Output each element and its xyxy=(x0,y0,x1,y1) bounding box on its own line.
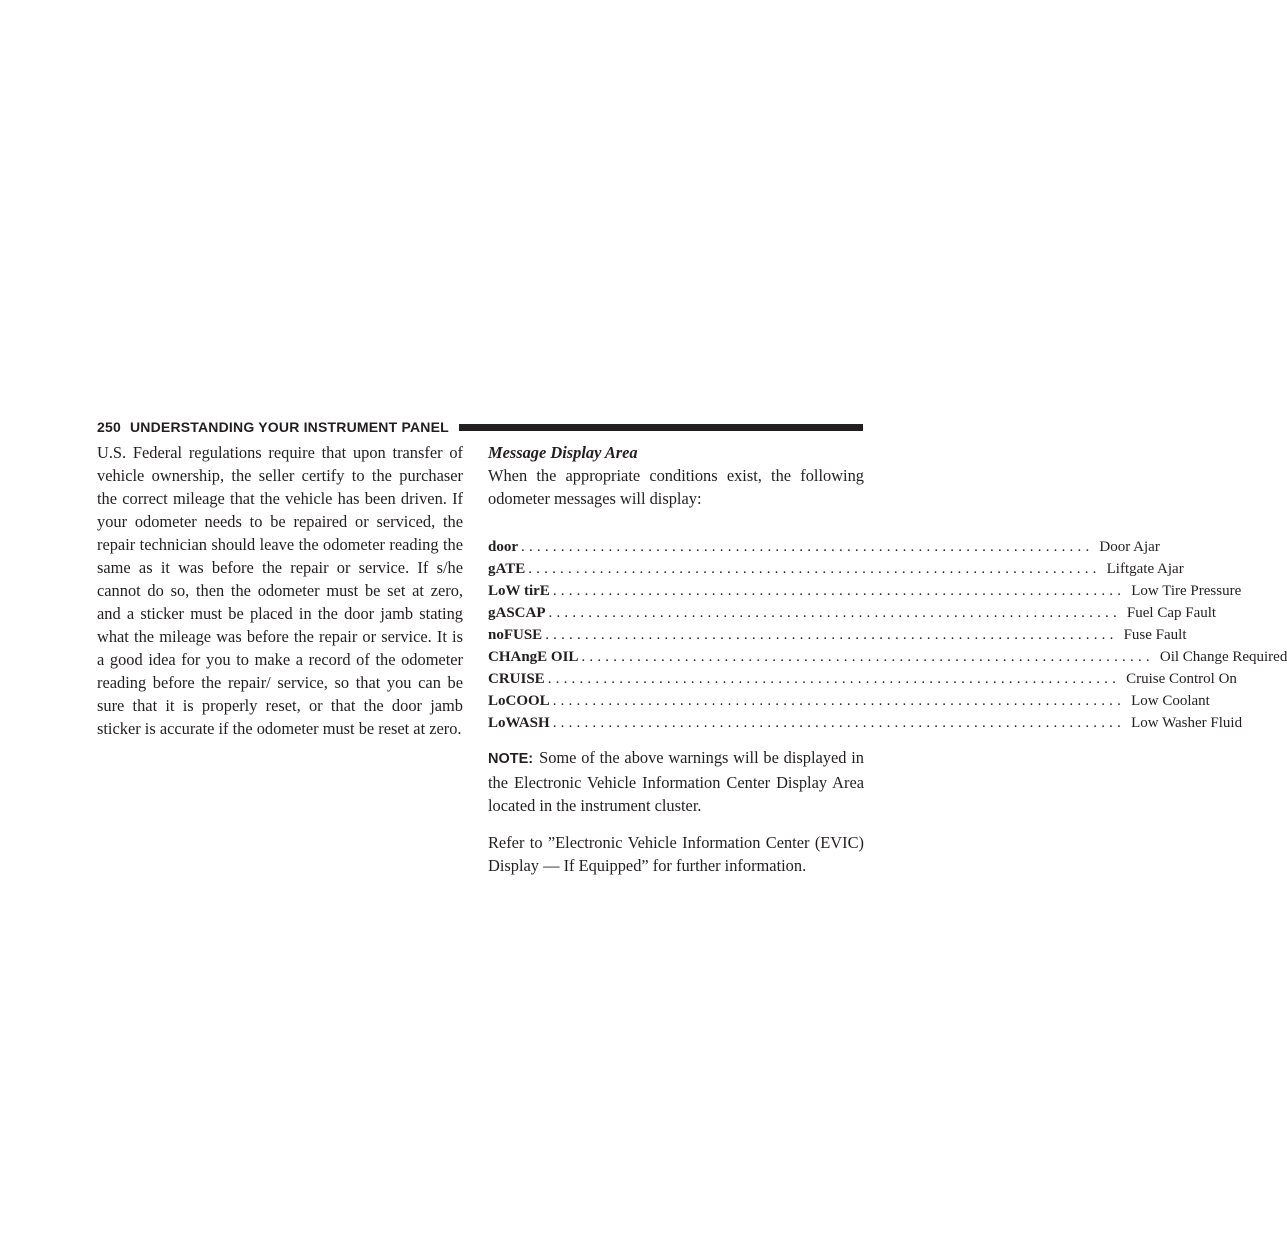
message-row xyxy=(488,536,1160,558)
odometer-regulation-paragraph: U.S. Federal regulations require that upon transfer of vehicle ownership, the seller certify to the purchaser the correct mileage that the vehicle has been driven. If your odometer needs to be repaired or serviced, the repair technician should leave the odometer reading the same as it was before the repair or service. If s/he cannot do so, then the odometer must be set at zero, and a sticker must be placed in the door jamb stating what the mileage was before the repair or service. It is a good idea for you to make a record of the odometer reading before the repair/ service, so that you can be sure that it is properly reset, or that the door jamb sticker is accurate if the odometer must be reset at zero. xyxy=(97,443,463,738)
message-row xyxy=(488,646,1287,668)
message-code: CRUISE xyxy=(488,671,545,687)
right-column xyxy=(488,441,1287,877)
message-code: gASCAP xyxy=(488,605,546,621)
dot-leader: ........................................................................ xyxy=(528,561,1101,577)
message-description: Low Coolant xyxy=(1131,693,1210,709)
page-header xyxy=(97,416,863,438)
message-row xyxy=(488,602,1217,624)
message-description: Cruise Control On xyxy=(1126,671,1237,687)
message-code: gATE xyxy=(488,561,526,577)
dot-leader: ........................................................................ xyxy=(545,627,1118,643)
note-paragraph xyxy=(488,746,864,817)
dot-leader: ........................................................................ xyxy=(521,539,1094,555)
message-code: LoW tirE xyxy=(488,583,550,599)
dot-leader: ........................................................................ xyxy=(548,605,1121,621)
message-row xyxy=(488,668,1237,690)
message-code: CHAngE OIL xyxy=(488,649,579,665)
header-rule xyxy=(459,424,863,431)
message-row xyxy=(488,624,1187,646)
message-code: door xyxy=(488,539,518,555)
message-code: LoWASH xyxy=(488,715,550,731)
message-description: Door Ajar xyxy=(1099,539,1160,555)
message-description: Low Tire Pressure xyxy=(1131,583,1242,599)
dot-leader: ........................................................................ xyxy=(581,649,1154,665)
dot-leader: ........................................................................ xyxy=(547,671,1121,687)
left-column xyxy=(97,441,463,740)
odometer-message-list xyxy=(488,536,1287,734)
dot-leader: ........................................................................ xyxy=(552,693,1126,709)
message-description: Fuel Cap Fault xyxy=(1126,605,1217,621)
dot-leader: ........................................................................ xyxy=(552,715,1126,731)
message-row xyxy=(488,690,1210,712)
message-row xyxy=(488,712,1243,734)
message-intro-paragraph: When the appropriate conditions exist, the following odometer messages will display: xyxy=(488,466,864,508)
refer-paragraph: Refer to ”Electronic Vehicle Information Center (EVIC) Display — If Equipped” for further information. xyxy=(488,833,864,875)
note-label: NOTE: xyxy=(488,751,534,767)
message-description: Low Washer Fluid xyxy=(1131,715,1243,731)
message-description: Oil Change Required xyxy=(1159,649,1287,665)
note-text: Some of the above warnings will be displayed in the Electronic Vehicle Information Center Display Area located in the instrument cluster. xyxy=(488,748,864,815)
message-row xyxy=(488,580,1242,602)
message-description: Fuse Fault xyxy=(1123,627,1187,643)
section-title: UNDERSTANDING YOUR INSTRUMENT PANEL xyxy=(129,419,449,435)
message-description: Liftgate Ajar xyxy=(1106,561,1184,577)
dot-leader: ........................................................................ xyxy=(552,583,1126,599)
message-display-heading: Message Display Area xyxy=(488,443,638,462)
page-number: 250 xyxy=(97,419,121,435)
message-code: noFUSE xyxy=(488,627,543,643)
message-row xyxy=(488,558,1184,580)
message-code: LoCOOL xyxy=(488,693,550,709)
